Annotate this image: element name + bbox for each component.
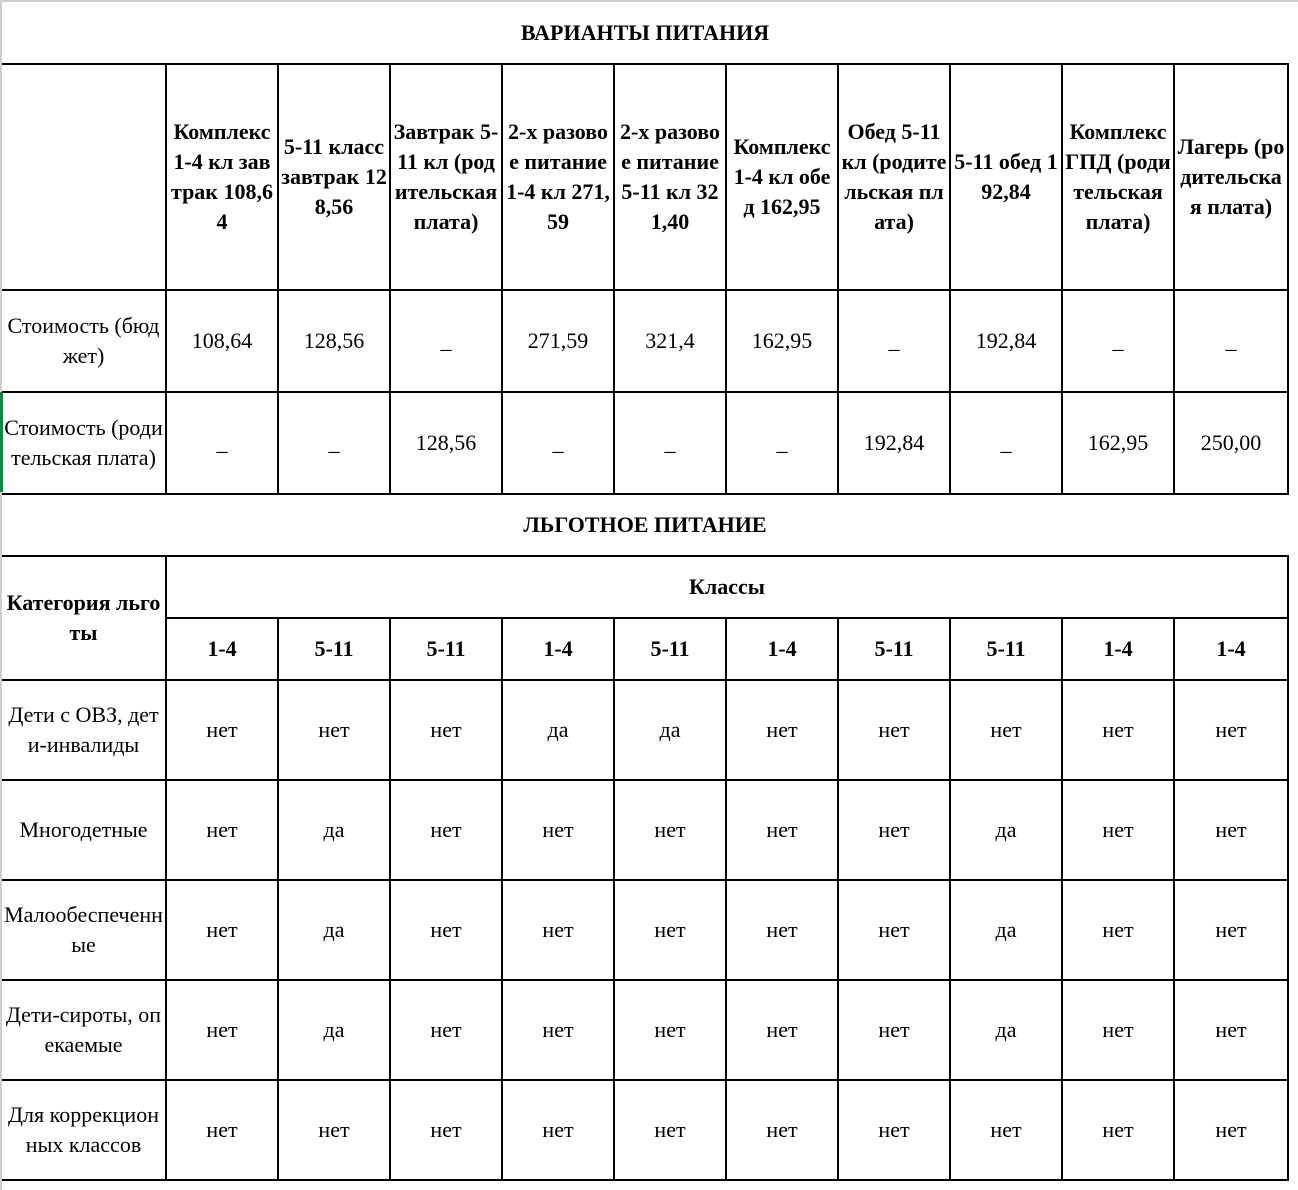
benefit-row: [2, 880, 1288, 980]
table-cell[interactable]: 321,4: [614, 290, 726, 392]
table-cell[interactable]: 162,95: [726, 290, 838, 392]
table-cell[interactable]: нет: [726, 680, 838, 780]
table-cell[interactable]: нет: [614, 980, 726, 1080]
table-cell[interactable]: да: [502, 680, 614, 780]
page-title: ВАРИАНТЫ ПИТАНИЯ: [2, 2, 1288, 64]
table-cell[interactable]: нет: [1062, 780, 1174, 880]
column-header[interactable]: Комплекс ГПД (родительская плата): [1062, 64, 1174, 290]
table-cell[interactable]: да: [614, 680, 726, 780]
table-cell[interactable]: нет: [838, 980, 950, 1080]
row-label[interactable]: Дети с ОВЗ, дети-инвалиды: [2, 680, 166, 780]
table-cell[interactable]: нет: [390, 780, 502, 880]
table-cell[interactable]: 271,59: [502, 290, 614, 392]
table-cell[interactable]: нет: [950, 680, 1062, 780]
column-header[interactable]: Завтрак 5-11 кл (родительская плата): [390, 64, 502, 290]
classes-row: [2, 618, 1288, 680]
table-cell[interactable]: да: [278, 980, 390, 1080]
table-cell[interactable]: да: [950, 980, 1062, 1080]
benefit-row: [2, 680, 1288, 780]
table-cell[interactable]: _: [502, 392, 614, 494]
table-cell[interactable]: нет: [614, 1080, 726, 1180]
column-header-row: [2, 64, 1288, 290]
table-cell[interactable]: нет: [950, 1080, 1062, 1180]
table-cell[interactable]: 192,84: [838, 392, 950, 494]
table-cell[interactable]: _: [390, 290, 502, 392]
class-cell[interactable]: 1-4: [1174, 618, 1288, 680]
column-header[interactable]: 2-х разовое питание 5-11 кл 321,40: [614, 64, 726, 290]
table-cell[interactable]: _: [166, 392, 278, 494]
benefits-header-row: [2, 556, 1288, 618]
column-header[interactable]: Комплекс 1-4 кл завтрак 108,64: [166, 64, 278, 290]
table-cell[interactable]: нет: [1062, 980, 1174, 1080]
class-cell[interactable]: 1-4: [502, 618, 614, 680]
column-header[interactable]: 2-х разовое питание 1-4 кл 271,59: [502, 64, 614, 290]
table-cell[interactable]: нет: [838, 680, 950, 780]
cost-row-budget: [2, 290, 1288, 392]
class-cell[interactable]: 5-11: [950, 618, 1062, 680]
category-header[interactable]: Категория льготы: [2, 556, 166, 680]
table-cell[interactable]: нет: [502, 880, 614, 980]
table-cell[interactable]: нет: [390, 1080, 502, 1180]
table-cell[interactable]: нет: [502, 1080, 614, 1180]
table-cell[interactable]: 250,00: [1174, 392, 1288, 494]
table-cell[interactable]: нет: [390, 980, 502, 1080]
class-cell[interactable]: 1-4: [1062, 618, 1174, 680]
column-header[interactable]: Комплекс 1-4 кл обед 162,95: [726, 64, 838, 290]
class-cell[interactable]: 1-4: [726, 618, 838, 680]
table-cell[interactable]: нет: [166, 680, 278, 780]
class-cell[interactable]: 1-4: [166, 618, 278, 680]
class-cell[interactable]: 5-11: [614, 618, 726, 680]
benefits-title: ЛЬГОТНОЕ ПИТАНИЕ: [2, 494, 1288, 556]
table-cell[interactable]: нет: [838, 880, 950, 980]
benefit-row: [2, 980, 1288, 1080]
table-cell[interactable]: 108,64: [166, 290, 278, 392]
column-header[interactable]: 5-11 класс завтрак 128,56: [278, 64, 390, 290]
column-header[interactable]: Обед 5-11 кл (родительская плата): [838, 64, 950, 290]
table-cell[interactable]: нет: [166, 1080, 278, 1180]
table-cell[interactable]: _: [950, 392, 1062, 494]
table-cell[interactable]: _: [614, 392, 726, 494]
table-cell[interactable]: да: [950, 780, 1062, 880]
table-cell[interactable]: нет: [726, 1080, 838, 1180]
column-header[interactable]: Лагерь (родительская плата): [1174, 64, 1288, 290]
table-cell[interactable]: нет: [390, 680, 502, 780]
table-cell[interactable]: нет: [1062, 880, 1174, 980]
table-cell[interactable]: да: [950, 880, 1062, 980]
row-label[interactable]: Для коррекционных классов: [2, 1080, 166, 1180]
table-cell[interactable]: нет: [838, 780, 950, 880]
class-cell[interactable]: 5-11: [390, 618, 502, 680]
table-cell[interactable]: нет: [166, 880, 278, 980]
row-label[interactable]: Многодетные: [2, 780, 166, 880]
table-cell[interactable]: _: [726, 392, 838, 494]
benefit-row: [2, 1080, 1288, 1180]
table-cell[interactable]: нет: [1174, 1080, 1288, 1180]
table-cell[interactable]: нет: [726, 780, 838, 880]
table-cell[interactable]: нет: [390, 880, 502, 980]
class-cell[interactable]: 5-11: [278, 618, 390, 680]
table-cell[interactable]: нет: [166, 980, 278, 1080]
table-cell[interactable]: нет: [1174, 880, 1288, 980]
cost-row-parental: [2, 392, 1288, 494]
table-cell[interactable]: нет: [1062, 680, 1174, 780]
table-cell[interactable]: 162,95: [1062, 392, 1174, 494]
table-cell[interactable]: 128,56: [278, 290, 390, 392]
table-cell[interactable]: нет: [1174, 780, 1288, 880]
table-cell[interactable]: нет: [502, 780, 614, 880]
header-corner: [2, 64, 166, 290]
table-cell[interactable]: 192,84: [950, 290, 1062, 392]
table-cell[interactable]: нет: [278, 1080, 390, 1180]
row-label[interactable]: Стоимость (бюджет): [2, 290, 166, 392]
table-cell[interactable]: _: [278, 392, 390, 494]
benefit-row: [2, 780, 1288, 880]
table-cell[interactable]: да: [278, 880, 390, 980]
table-cell[interactable]: да: [278, 780, 390, 880]
nutrition-table: [2, 2, 1289, 1181]
table-cell[interactable]: нет: [726, 880, 838, 980]
table-cell[interactable]: нет: [502, 980, 614, 1080]
table-cell[interactable]: нет: [1174, 680, 1288, 780]
table-cell[interactable]: нет: [726, 980, 838, 1080]
table-cell[interactable]: 128,56: [390, 392, 502, 494]
row-label[interactable]: Дети-сироты, опекаемые: [2, 980, 166, 1080]
table-cell[interactable]: _: [1174, 290, 1288, 392]
table-cell[interactable]: нет: [1174, 980, 1288, 1080]
table-cell[interactable]: нет: [838, 1080, 950, 1180]
row-label[interactable]: Стоимость (родительская плата): [2, 392, 166, 494]
classes-header[interactable]: Классы: [166, 556, 1288, 618]
table-cell[interactable]: нет: [166, 780, 278, 880]
table-cell[interactable]: _: [1062, 290, 1174, 392]
column-header[interactable]: 5-11 обед 192,84: [950, 64, 1062, 290]
table-cell[interactable]: нет: [614, 880, 726, 980]
table-cell[interactable]: _: [838, 290, 950, 392]
row-label[interactable]: Малообеспеченные: [2, 880, 166, 980]
table-cell[interactable]: нет: [278, 680, 390, 780]
table-cell[interactable]: нет: [614, 780, 726, 880]
class-cell[interactable]: 5-11: [838, 618, 950, 680]
table-cell[interactable]: нет: [1062, 1080, 1174, 1180]
